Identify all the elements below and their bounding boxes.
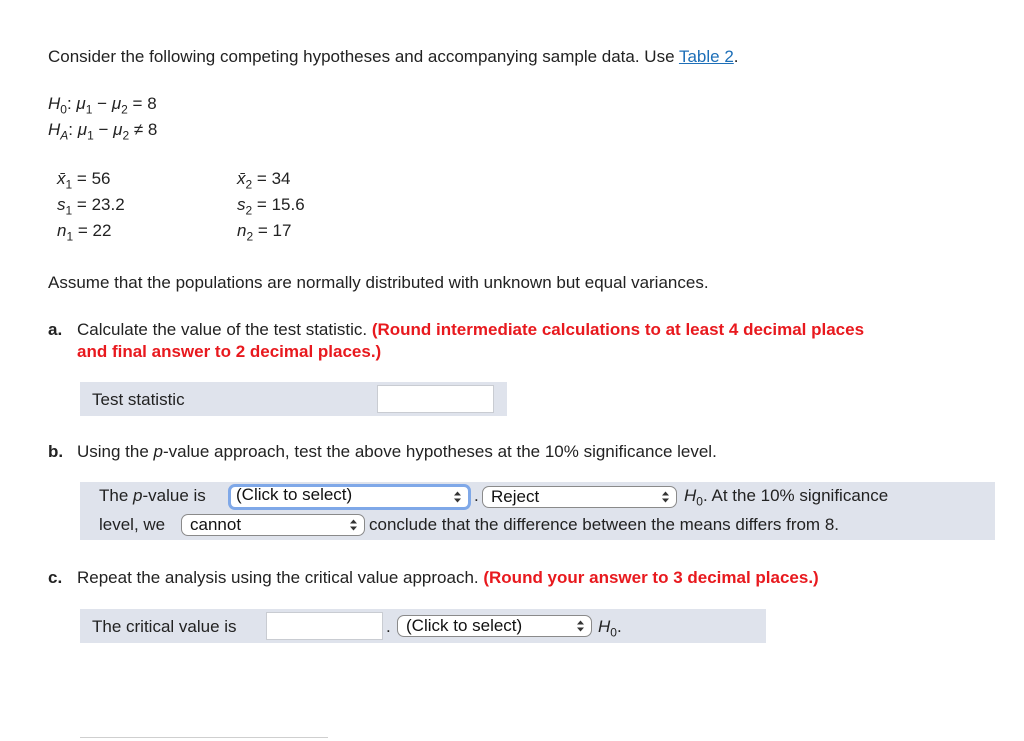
divider-line <box>80 737 328 738</box>
part-b-letter: b. <box>48 442 64 461</box>
select-arrows-icon <box>349 518 358 532</box>
part-b-question <box>77 442 717 462</box>
ha-symbol: H <box>48 120 61 139</box>
critical-decision-select-value: (Click to select) <box>406 616 523 635</box>
after-decision-suffix: . At the 10% significance <box>702 486 889 505</box>
part-a-question <box>77 320 864 340</box>
decision-select-value: Reject <box>491 487 540 506</box>
s2-row: $s_2 = 15.6$ <box>237 195 305 218</box>
line1-post: -value is <box>142 486 206 505</box>
critical-value-input[interactable] <box>266 612 383 640</box>
s1-row: $s_1 = 23.2$ <box>57 195 125 218</box>
period-separator: . <box>474 486 479 505</box>
p-value-line-label <box>99 486 206 506</box>
xbar2-row: $x̄_2 = 34$ <box>237 169 291 192</box>
critical-value-label: The critical value is <box>92 617 237 636</box>
n1-row: $n_1 = 22$ <box>57 221 112 244</box>
select-arrows-icon <box>576 619 585 633</box>
alternative-hypothesis: $H_A$: $\mu_1 - \mu_2 \ne 8$ <box>48 120 158 143</box>
ha-expression: ≠ 8 <box>129 120 158 139</box>
line2-post: conclude that the difference between the means differs from 8. <box>369 515 839 534</box>
table-2-link[interactable]: Table 2 <box>678 47 734 66</box>
part-c-rounding-note: (Round your answer to 3 decimal places.) <box>483 568 819 587</box>
xbar2-value: 34 <box>271 169 291 188</box>
intro-period: . <box>733 47 739 66</box>
null-hypothesis: $H_0$: $\mu_1 - \mu_2 = 8$ <box>48 94 157 117</box>
test-statistic-label: Test statistic <box>92 390 185 409</box>
h0-symbol: H <box>48 94 61 113</box>
n2-value: 17 <box>272 221 292 240</box>
xbar1-row: $x̄_1 = 56$ <box>57 169 111 192</box>
select-arrows-icon <box>661 490 670 504</box>
intro-text: Consider the following competing hypotheses and accompanying sample data. Use <box>48 47 679 66</box>
assumption-text: Assume that the populations are normally distributed with unknown but equal variances. <box>48 273 709 292</box>
critical-h0-text: $H_0$. <box>598 617 622 640</box>
line2-pre: level, we <box>99 515 166 534</box>
critical-decision-select[interactable] <box>397 615 592 637</box>
line1-p: p <box>133 486 143 505</box>
s2-value: 15.6 <box>271 195 305 214</box>
part-b-text-pre: Using the <box>77 442 154 461</box>
after-decision-text: $H_0$. At the 10% significance <box>684 486 889 509</box>
part-b-p: p <box>153 442 164 461</box>
s1-value: 23.2 <box>91 195 125 214</box>
conclusion-select[interactable] <box>181 514 365 536</box>
part-c-question <box>77 568 819 588</box>
period-separator-c: . <box>386 617 391 636</box>
part-a-letter: a. <box>48 320 63 339</box>
h0-subscript: 0 <box>60 102 67 117</box>
n2-row: $n_2 = 17$ <box>237 221 292 244</box>
p-value-select[interactable] <box>228 484 471 510</box>
test-statistic-input[interactable] <box>377 385 494 413</box>
part-a-rounding-note: (Round intermediate calculations to at least 4 decimal places <box>371 320 865 339</box>
xbar1-value: 56 <box>91 169 111 188</box>
part-a-text: Calculate the value of the test statistic. <box>77 320 368 339</box>
h0-expression: = 8 <box>127 94 157 113</box>
conclusion-select-value: cannot <box>190 515 242 534</box>
part-b-text-post: -value approach, test the above hypotheses at the 10% significance level. <box>163 442 717 461</box>
n1-value: 22 <box>92 221 112 240</box>
intro-line <box>48 47 739 67</box>
p-value-select-value: (Click to select) <box>236 485 353 504</box>
part-c-letter: c. <box>48 568 63 587</box>
select-arrows-icon <box>453 490 462 504</box>
ha-subscript: A <box>60 128 69 143</box>
part-a-rounding-note-2: and final answer to 2 decimal places.) <box>77 342 382 361</box>
decision-select[interactable] <box>482 486 677 508</box>
line1-pre: The <box>99 486 134 505</box>
part-c-text: Repeat the analysis using the critical value approach. <box>77 568 479 587</box>
